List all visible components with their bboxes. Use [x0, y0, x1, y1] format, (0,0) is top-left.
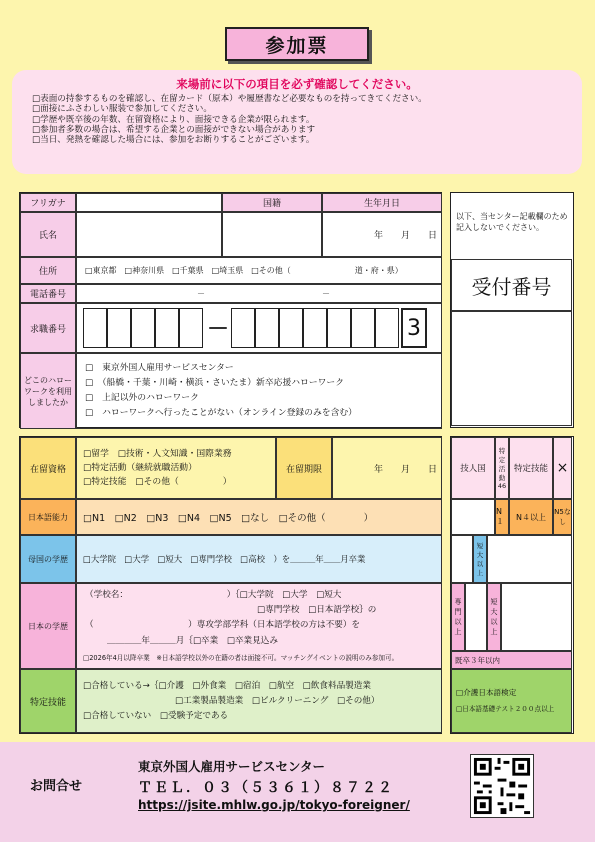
edu-line[interactable]: □専門学校 □日本語学校｝の	[257, 605, 377, 615]
criteria-n4: N４以上	[509, 499, 553, 535]
digit-box[interactable]	[375, 308, 399, 348]
hellowork-option[interactable]: □ 上記以外のハローワーク	[85, 393, 199, 403]
job-dash: －	[207, 317, 230, 342]
notice-item: □表面の持参するものを確認し、在留カード（原本）や履歴書など必要なものを持ってきてください。	[32, 94, 427, 104]
digit-box[interactable]	[179, 308, 203, 348]
criteria-cell	[487, 535, 572, 583]
applicant-form	[19, 192, 442, 428]
page-title: 参加票	[225, 27, 369, 61]
skill-line[interactable]: □工業製品製造業 □ビルクリーニング □その他）	[175, 695, 380, 706]
receipt-number-field	[451, 311, 572, 426]
digit-box[interactable]	[83, 308, 107, 348]
edu-line[interactable]: （ ）専攻学部学科（日本語学校の方は不要）を	[85, 620, 361, 630]
dob-label: 生年月日	[322, 193, 442, 212]
dob-field[interactable]: 年 月 日	[322, 212, 442, 257]
digit-box[interactable]	[131, 308, 155, 348]
status-option[interactable]: □留学 □技術・人文知識・国際業務	[83, 449, 232, 459]
edu-line[interactable]: （学校名： ）｛□大学院 □大学 □短大	[85, 590, 342, 600]
criteria-kiso: □日本語基礎テスト２００点以上	[456, 705, 555, 713]
digit-box[interactable]	[279, 308, 303, 348]
phone-label: 電話番号	[20, 284, 76, 303]
edu-line[interactable]: □2026年4月以降卒業 ※日本語学校以外の在籍の者は面接不可。マッチングイベントの説明のみ参加可。	[83, 654, 399, 662]
address-options[interactable]: □東京都 □神奈川県 □千葉県 □埼玉県 □その他（ 道・府・県）	[76, 257, 442, 284]
job-number-label: 求職番号	[20, 303, 76, 353]
criteria-n1: N１	[495, 499, 509, 535]
job-number-field[interactable]	[76, 303, 442, 353]
name-field[interactable]	[76, 212, 222, 257]
criteria-tandai: 短大以上	[473, 535, 487, 583]
criteria-col2: 特定活動46	[495, 437, 509, 499]
center-name: 東京外国人雇用サービスセンター	[138, 759, 326, 774]
home-education-options[interactable]: □大学院 □大学 □短大 □専門学校 □高校 ）を＿＿＿年＿＿月卒業	[76, 535, 442, 583]
phone-field[interactable]	[76, 284, 442, 303]
japanese-level-options[interactable]: □N1 □N2 □N3 □N4 □N5 □なし □その他（ ）	[76, 499, 442, 535]
phone-dash: －	[322, 289, 330, 298]
digit-box[interactable]	[107, 308, 131, 348]
criteria-cell	[501, 583, 572, 651]
japan-education-label: 日本の学歴	[20, 583, 76, 669]
status-option[interactable]: □特定活動（継続就職活動）	[83, 463, 197, 473]
hellowork-option[interactable]: □ 東京外国人雇用サービスセンター	[85, 363, 234, 373]
notice-box	[12, 70, 582, 174]
hellowork-label: どこのハローワークを利用しましたか	[20, 353, 76, 429]
period-field[interactable]: 年 月 日	[332, 437, 442, 499]
notice-list	[32, 94, 577, 145]
phone-dash: －	[197, 289, 205, 298]
notice-item: □学歴や既卒後の年数、在留資格により、面接できる企業が限られます。	[32, 114, 315, 125]
criteria-col3: 特定技能	[509, 437, 553, 499]
address-label: 住所	[20, 257, 76, 284]
digit-box[interactable]	[255, 308, 279, 348]
office-note: 以下、当センター記載欄のため記入しないでください。	[456, 212, 568, 232]
digit-box[interactable]	[231, 308, 255, 348]
status-label: 在留資格	[20, 437, 76, 499]
office-use-panel	[450, 192, 574, 428]
notice-heading: 来場前に以下の項目を必ず確認してください。	[176, 77, 418, 91]
specified-skill-options	[76, 669, 442, 733]
criteria-n5: N5なし	[553, 499, 572, 535]
contact-label: お問合せ	[30, 779, 83, 794]
digit-box-fixed: 3	[401, 308, 427, 348]
nationality-field[interactable]	[222, 212, 322, 257]
edu-line[interactable]: ＿＿＿＿年＿＿＿月｛□卒業 □卒業見込み	[107, 636, 278, 646]
qr-code-icon[interactable]	[470, 754, 534, 818]
criteria-kaigo: □介護日本語検定	[456, 688, 517, 697]
japan-education-fields	[76, 583, 442, 669]
notice-item: □参加者多数の場合は、希望する企業との面接ができない場合があります	[32, 124, 316, 135]
notice-item: □面接にふさわしい服装で参加してください。	[32, 104, 212, 115]
digit-box[interactable]	[327, 308, 351, 348]
office-criteria-panel	[450, 436, 574, 734]
criteria-cell	[451, 535, 473, 583]
criteria-kisotsu: 既卒３年以内	[451, 651, 572, 669]
home-education-label: 母国の学歴	[20, 535, 76, 583]
japanese-level-label: 日本語能力	[20, 499, 76, 535]
receipt-number-label: 受付番号	[451, 259, 572, 311]
contact-url[interactable]: https://jsite.mhlw.go.jp/tokyo-foreigner/	[138, 798, 410, 812]
qr-code-graphic	[471, 755, 533, 817]
status-option[interactable]: □特定技能 □その他（ ）	[83, 477, 232, 487]
period-label: 在留期限	[276, 437, 332, 499]
furigana-label: フリガナ	[20, 193, 76, 212]
criteria-col1: 技人国	[451, 437, 495, 499]
criteria-x: ×	[553, 437, 572, 499]
digit-box[interactable]	[303, 308, 327, 348]
hellowork-options	[76, 353, 442, 429]
skill-line[interactable]: □合格している→｛□介護 □外食業 □宿泊 □航空 □飲食料品製造業	[83, 680, 371, 691]
furigana-field[interactable]	[76, 193, 222, 212]
criteria-cell	[465, 583, 487, 651]
criteria-senmon: 専門以上	[451, 583, 465, 651]
qualification-form	[19, 436, 442, 734]
skill-line[interactable]: □合格していない □受験予定である	[83, 710, 229, 721]
nationality-label: 国籍	[222, 193, 322, 212]
specified-skill-label: 特定技能	[20, 669, 76, 733]
contact-phone: ＴＥＬ．０３（５３６１）８７２２	[138, 780, 394, 796]
criteria-cell	[451, 499, 495, 535]
status-options	[76, 437, 276, 499]
digit-box[interactable]	[351, 308, 375, 348]
name-label: 氏名	[20, 212, 76, 257]
digit-box[interactable]	[155, 308, 179, 348]
hellowork-option[interactable]: □ （船橋・千葉・川崎・横浜・さいたま）新卒応援ハローワーク	[85, 378, 345, 388]
criteria-tandai2: 短大以上	[487, 583, 501, 651]
notice-item: □当日、発熱を確認した場合には、参加をお断りすることがございます。	[32, 135, 315, 146]
criteria-skill	[451, 669, 572, 733]
hellowork-option[interactable]: □ ハローワークへ行ったことがない（オンライン登録のみを含む）	[85, 408, 357, 418]
